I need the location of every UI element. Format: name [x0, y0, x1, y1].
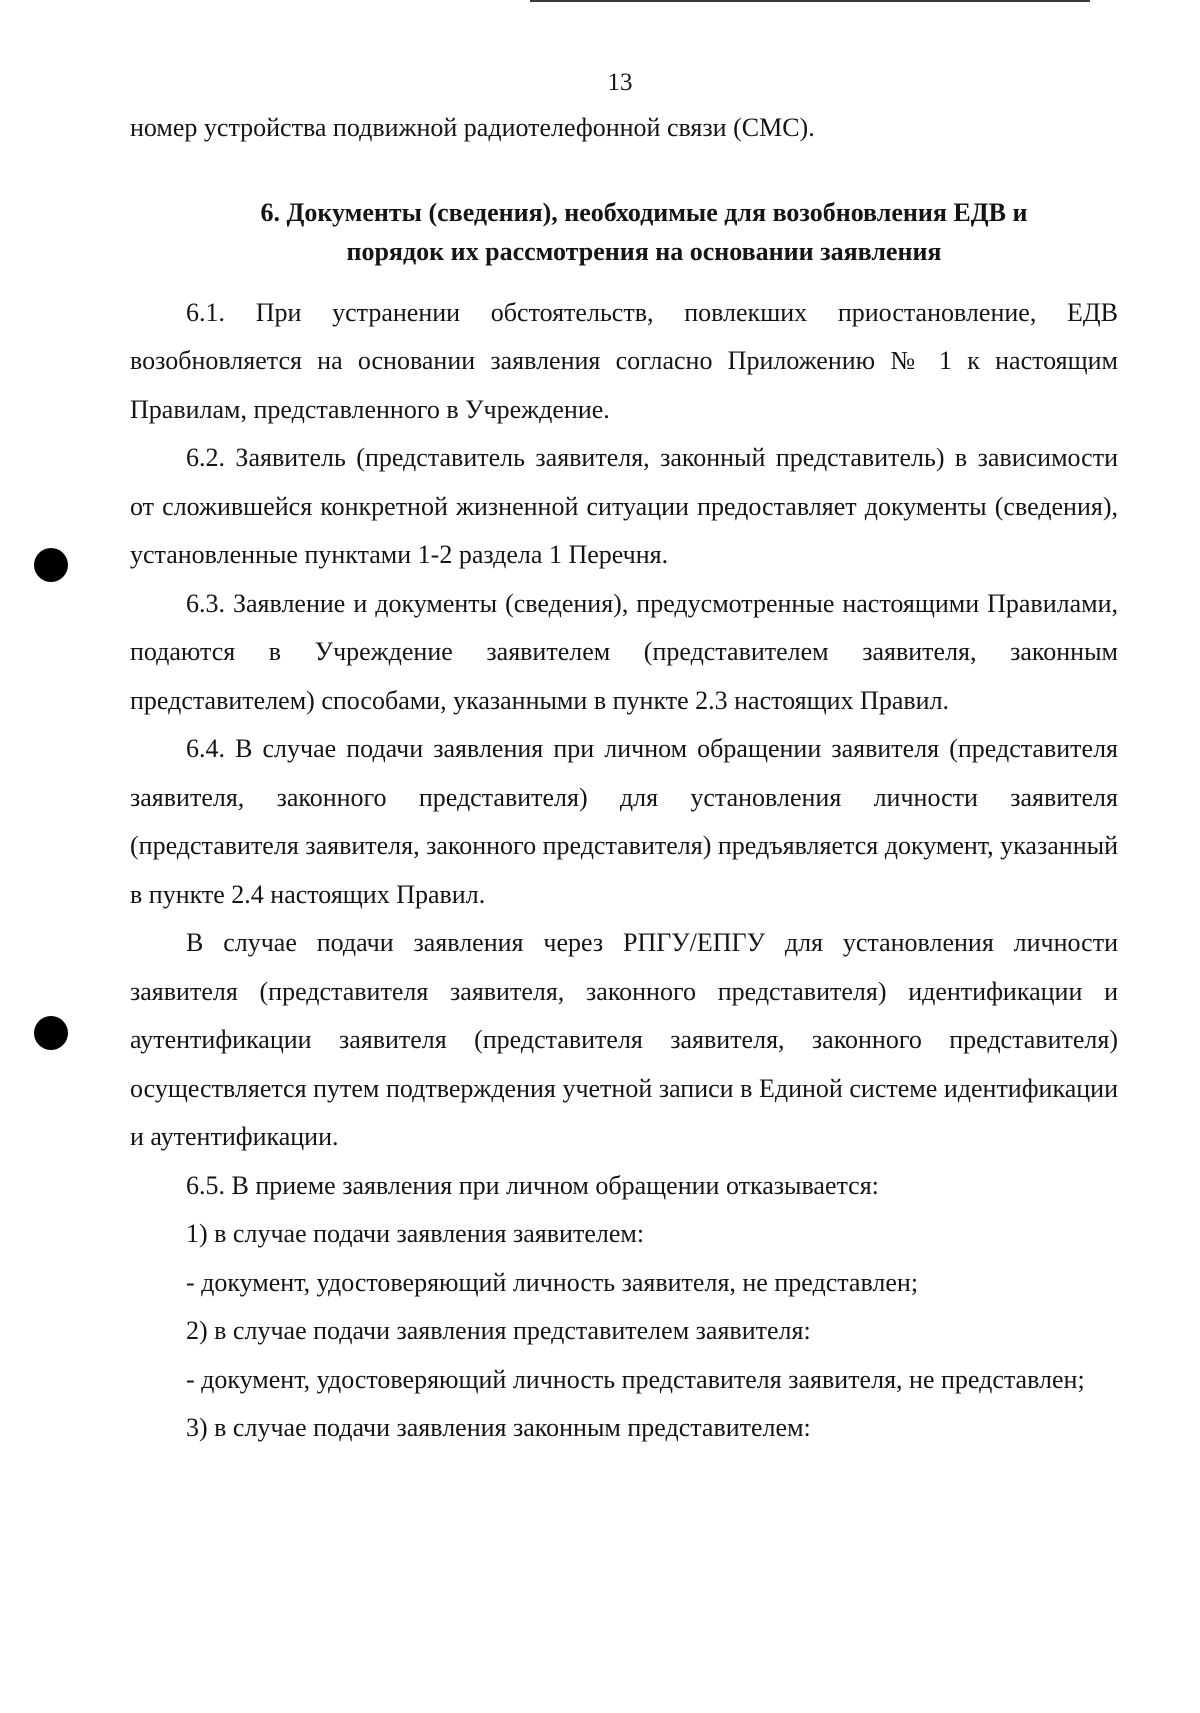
- list-item-1-sub: - документ, удостоверяющий личность заявителя, не представлен;: [186, 1267, 919, 1297]
- paragraph-6-4-epgu: В случае подачи заявления через РПГУ/ЕПГУ для установления личности заявителя (представителя заявителя, законного представителя) идентификации и аутентификации заявителя (представителя заявителя, законного представителя) осуществляется путем подтверждения учетной записи в Единой системе идентификации и аутентификации.: [130, 928, 1118, 1151]
- section-heading-line-2: порядок их рассмотрения на основании заявления: [346, 236, 942, 266]
- punch-hole-mark: [34, 548, 68, 582]
- top-border-line: [530, 0, 1090, 2]
- continuation-line: номер устройства подвижной радиотелефонной связи (СМС).: [130, 113, 815, 142]
- list-item-2-sub: - документ, удостоверяющий личность представителя заявителя, не представлен;: [186, 1364, 1085, 1394]
- list-item-1: 1) в случае подачи заявления заявителем:: [186, 1219, 645, 1248]
- paragraph-6-4: 6.4. В случае подачи заявления при личном обращении заявителя (представителя заявителя, законного представителя) для установления личности заявителя (представителя заявителя, законного представителя) предъявляется документ, указанный в пункте 2.4 настоящих Правил.: [130, 734, 1118, 909]
- punch-hole-mark: [34, 1016, 68, 1050]
- paragraph-6-2: 6.2. Заявитель (представитель заявителя, законный представитель) в зависимости от сложившейся конкретной жизненной ситуации предоставляет документы (сведения), установленные пунктами 1-2 раздела 1 Перечня.: [130, 443, 1118, 569]
- page-number: 13: [607, 69, 633, 96]
- section-heading-line-1: 6. Документы (сведения), необходимые для возобновления ЕДВ и: [260, 197, 1028, 227]
- section-heading: [130, 193, 1118, 271]
- list-item-3: 3) в случае подачи заявления законным представителем:: [186, 1413, 811, 1442]
- list-item-2: 2) в случае подачи заявления представителем заявителя:: [186, 1316, 811, 1345]
- paragraph-6-3: 6.3. Заявление и документы (сведения), предусмотренные настоящими Правилами, подаются в Учреждение заявителем (представителем заявителя, законным представителем) способами, указанными в пункте 2.3 настоящих Правил.: [130, 588, 1118, 715]
- paragraph-6-5: 6.5. В приеме заявления при личном обращении отказывается:: [186, 1170, 879, 1200]
- document-body: [130, 104, 1118, 1453]
- paragraph-6-1: 6.1. При устранении обстоятельств, повлекших приостановление, ЕДВ возобновляется на основании заявления согласно Приложению № 1 к настоящим Правилам, представленного в Учреждение.: [130, 297, 1118, 424]
